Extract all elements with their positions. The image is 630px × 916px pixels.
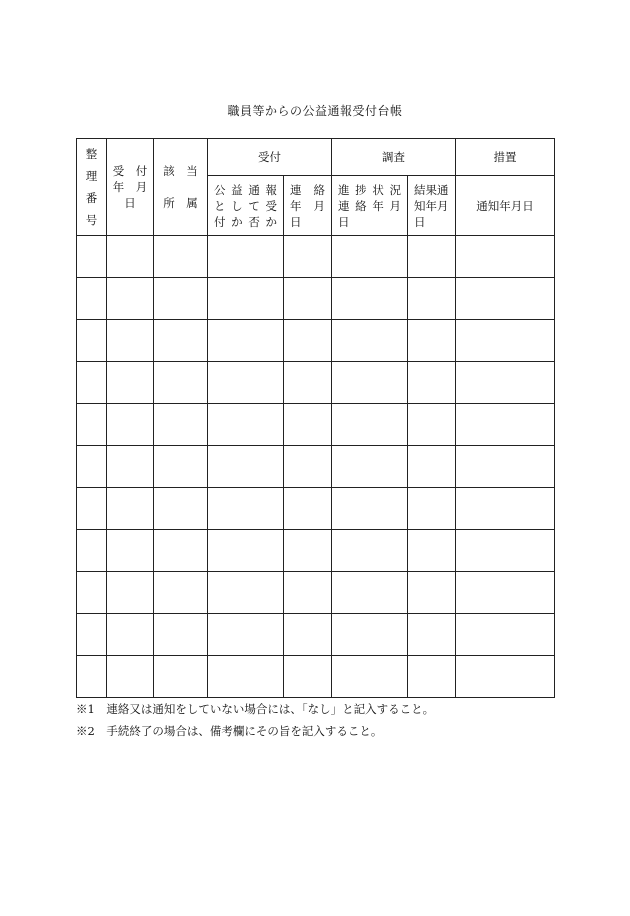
note-2: ※2 手続終了の場合は、備考欄にその旨を記入すること。	[76, 724, 383, 738]
header-shinchoku-renraku: 進 捗 状 況 連 絡 年 月 日	[332, 176, 408, 236]
header-tsuchi-date: 通知年月日	[456, 176, 555, 236]
table-row	[77, 320, 555, 362]
table-cell[interactable]	[77, 362, 107, 404]
table-cell[interactable]	[77, 572, 107, 614]
table-cell[interactable]	[456, 278, 555, 320]
table-cell[interactable]	[107, 362, 154, 404]
table-cell[interactable]	[77, 614, 107, 656]
table-cell[interactable]	[332, 320, 408, 362]
notes	[76, 698, 434, 742]
table-cell[interactable]	[77, 404, 107, 446]
table-cell[interactable]	[332, 572, 408, 614]
header-gaitou-shozoku: 該 当 所 属	[154, 139, 208, 236]
table-cell[interactable]	[154, 530, 208, 572]
table-cell[interactable]	[107, 236, 154, 278]
table-row	[77, 530, 555, 572]
table-cell[interactable]	[154, 614, 208, 656]
table-cell[interactable]	[408, 404, 456, 446]
note-1: ※1 連絡又は通知をしていない場合には、「なし」と記入すること。	[76, 702, 435, 716]
table-cell[interactable]	[77, 320, 107, 362]
table-cell[interactable]	[154, 362, 208, 404]
header-koueki-tsuhou: 公 益 通 報 と し て 受 付 か 否 か	[208, 176, 284, 236]
table-cell[interactable]	[332, 236, 408, 278]
table-cell[interactable]	[154, 572, 208, 614]
table-cell[interactable]	[107, 320, 154, 362]
table-cell[interactable]	[332, 446, 408, 488]
table-cell[interactable]	[332, 656, 408, 698]
table-cell[interactable]	[456, 362, 555, 404]
table-cell[interactable]	[284, 656, 332, 698]
table-cell[interactable]	[208, 656, 284, 698]
table-cell[interactable]	[208, 278, 284, 320]
header-seiri-bangou: 整 理 番 号	[77, 139, 107, 236]
table-cell[interactable]	[208, 488, 284, 530]
table-cell[interactable]	[208, 614, 284, 656]
table-cell[interactable]	[154, 278, 208, 320]
table-cell[interactable]	[77, 278, 107, 320]
table-cell[interactable]	[456, 236, 555, 278]
table-cell[interactable]	[456, 530, 555, 572]
table-cell[interactable]	[332, 488, 408, 530]
table-cell[interactable]	[332, 278, 408, 320]
table-cell[interactable]	[284, 488, 332, 530]
table-cell[interactable]	[408, 614, 456, 656]
header-group-uketsuke: 受付	[208, 139, 332, 176]
table-row	[77, 614, 555, 656]
table-cell[interactable]	[332, 404, 408, 446]
table-cell[interactable]	[408, 320, 456, 362]
table-row	[77, 236, 555, 278]
table-cell[interactable]	[408, 572, 456, 614]
table-cell[interactable]	[208, 362, 284, 404]
table-cell[interactable]	[208, 404, 284, 446]
table-cell[interactable]	[154, 320, 208, 362]
table-cell[interactable]	[332, 614, 408, 656]
table-cell[interactable]	[408, 278, 456, 320]
table-cell[interactable]	[154, 404, 208, 446]
table-cell[interactable]	[154, 656, 208, 698]
table-cell[interactable]	[456, 572, 555, 614]
table-cell[interactable]	[284, 320, 332, 362]
table-cell[interactable]	[208, 446, 284, 488]
table-cell[interactable]	[107, 488, 154, 530]
table-row	[77, 488, 555, 530]
table-cell[interactable]	[208, 236, 284, 278]
header-group-sochi: 措置	[456, 139, 555, 176]
table-cell[interactable]	[107, 404, 154, 446]
table-cell[interactable]	[284, 572, 332, 614]
header-group-chousa: 調査	[332, 139, 456, 176]
table-cell[interactable]	[77, 530, 107, 572]
table-cell[interactable]	[284, 614, 332, 656]
table-cell[interactable]	[154, 236, 208, 278]
table-cell[interactable]	[77, 656, 107, 698]
table-cell[interactable]	[408, 236, 456, 278]
table-cell[interactable]	[456, 488, 555, 530]
table-cell[interactable]	[284, 446, 332, 488]
table-cell[interactable]	[332, 530, 408, 572]
table-cell[interactable]	[154, 446, 208, 488]
table-row	[77, 446, 555, 488]
table-cell[interactable]	[208, 320, 284, 362]
table-cell[interactable]	[107, 530, 154, 572]
table-cell[interactable]	[456, 404, 555, 446]
table-cell[interactable]	[107, 446, 154, 488]
table-row	[77, 656, 555, 698]
table-cell[interactable]	[456, 614, 555, 656]
table-cell[interactable]	[107, 278, 154, 320]
table-cell[interactable]	[456, 320, 555, 362]
table-cell[interactable]	[107, 572, 154, 614]
table-cell[interactable]	[77, 488, 107, 530]
table-cell[interactable]	[284, 404, 332, 446]
table-cell[interactable]	[107, 656, 154, 698]
ledger-title: 職員等からの公益通報受付台帳	[227, 104, 403, 118]
table-cell[interactable]	[208, 572, 284, 614]
table-cell[interactable]	[408, 488, 456, 530]
table-cell[interactable]	[208, 530, 284, 572]
table-cell[interactable]	[284, 236, 332, 278]
table-cell[interactable]	[332, 362, 408, 404]
table-cell[interactable]	[456, 446, 555, 488]
table-cell[interactable]	[77, 446, 107, 488]
table-cell[interactable]	[408, 362, 456, 404]
table-cell[interactable]	[284, 278, 332, 320]
table-cell[interactable]	[408, 446, 456, 488]
header-renraku-date: 連 絡 年 月 日	[284, 176, 332, 236]
table-row	[77, 362, 555, 404]
header-kekka-tsuchi: 結果通 知年月 日	[408, 176, 456, 236]
table-cell[interactable]	[107, 614, 154, 656]
table-row	[77, 278, 555, 320]
ledger-body	[77, 236, 555, 698]
table-cell[interactable]	[284, 362, 332, 404]
table-cell[interactable]	[408, 530, 456, 572]
table-cell[interactable]	[408, 656, 456, 698]
table-row	[77, 404, 555, 446]
table-row	[77, 572, 555, 614]
table-cell[interactable]	[284, 530, 332, 572]
table-cell[interactable]	[77, 236, 107, 278]
header-uketsuke-date: 受 付 年 月 日	[107, 139, 154, 236]
table-cell[interactable]	[154, 488, 208, 530]
ledger-table	[76, 138, 555, 698]
table-cell[interactable]	[456, 656, 555, 698]
